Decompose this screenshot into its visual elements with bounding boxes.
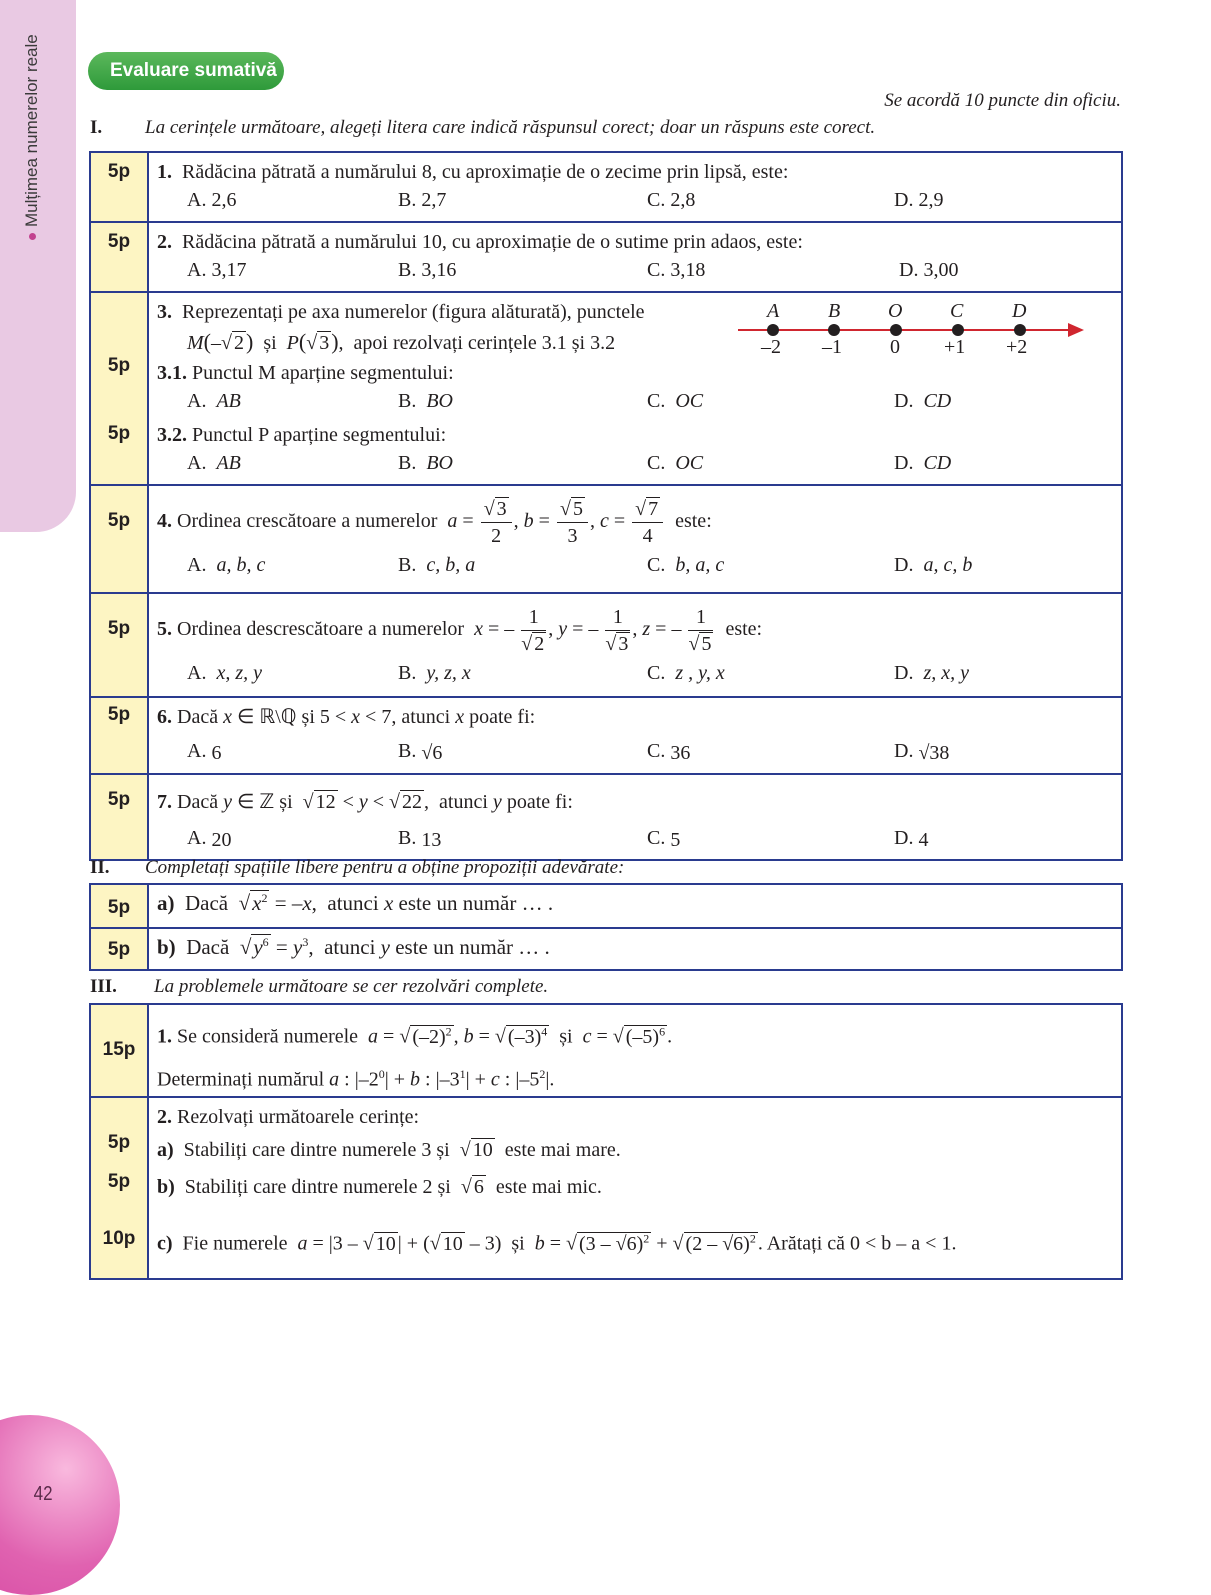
option-d[interactable]: D. a, c, b	[894, 554, 973, 576]
axis-label-o: O	[888, 300, 903, 322]
options	[157, 450, 1113, 482]
option-d[interactable]: D. 4	[894, 827, 929, 851]
fill-a-row	[90, 884, 1122, 928]
problem-2-c: c) Fie numerele a = |3 – √ 10 | + (√ 10 – 3) și b = √ (3 – √6)$^2$ + √ (2 – √6)$^2$ . Arătați că 0 < b – a < 1.	[157, 1231, 957, 1255]
options	[157, 732, 1113, 770]
axis-value: +1	[944, 336, 966, 358]
points-label: 15p	[102, 1039, 136, 1060]
option-d[interactable]: D. 3,00	[899, 259, 959, 281]
points-label: 5p	[107, 161, 131, 182]
option-d[interactable]: D. CD	[894, 390, 952, 412]
option-c[interactable]: C. 5	[647, 827, 681, 851]
axis-value: +2	[1006, 336, 1028, 358]
question-5-row	[90, 593, 1122, 697]
question-4-row	[90, 485, 1122, 593]
option-b[interactable]: B. 3,16	[398, 259, 457, 281]
points-label: 5p	[107, 897, 131, 918]
options	[157, 187, 1113, 219]
points-label: 5p	[107, 939, 131, 960]
bullet-icon	[29, 233, 36, 240]
axis-value: –2	[761, 336, 781, 358]
option-c[interactable]: C. z , y, x	[647, 662, 725, 684]
question-1-row	[90, 152, 1122, 222]
fill-b-row	[90, 928, 1122, 970]
problem-2-b: b) Stabiliți care dintre numerele 2 și √ 6 este mai mic.	[157, 1176, 602, 1199]
option-b[interactable]: B. 2,7	[398, 189, 447, 211]
points-label: 10p	[102, 1228, 136, 1250]
option-b[interactable]: B. √6	[398, 740, 443, 764]
option-b[interactable]: B. BO	[398, 390, 454, 412]
option-b[interactable]: B. y, z, x	[398, 662, 471, 684]
option-d[interactable]: D. 2,9	[894, 189, 944, 211]
points-label: 5p	[107, 1171, 131, 1193]
option-a[interactable]: A. 6	[187, 740, 222, 764]
axis-label-b: B	[828, 300, 841, 322]
number-axis-figure	[738, 298, 1088, 360]
points-label: 5p	[107, 231, 131, 252]
question-7-row	[90, 774, 1122, 860]
options	[157, 257, 1113, 289]
option-d[interactable]: D. z, x, y	[894, 662, 969, 684]
axis-point-c	[952, 324, 964, 336]
axis-value: 0	[890, 336, 900, 358]
points-note: Se acordă 10 puncte din oficiu.	[884, 90, 1121, 111]
option-a[interactable]: A. x, z, y	[187, 662, 262, 684]
axis-label-d: D	[1012, 300, 1027, 322]
question-points: M(–√ 2) și P(√ 3), apoi rezolvați cerințele 3.1 și 3.2	[187, 329, 616, 354]
question-text: 3. Reprezentați pe axa numerelor (figura alăturată), punctele	[157, 301, 645, 323]
chapter-title: Mulțimea numerelor reale	[22, 34, 42, 240]
section-3-heading: III. La problemele următoare se cer rezolvări complete.	[90, 976, 549, 997]
section-1-table	[89, 151, 1123, 861]
question-text: 7. Dacă y ∈ ℤ și √ 12 < y < √ 22 , atunci y poate fi:	[157, 791, 573, 813]
points-label: 5p	[107, 618, 131, 639]
axis-point-a	[767, 324, 779, 336]
option-a[interactable]: A. AB	[187, 452, 241, 474]
option-c[interactable]: C. OC	[647, 390, 704, 412]
subquestion-3-2: 3.2. Punctul P aparține segmentului:	[157, 424, 447, 446]
axis-point-b	[828, 324, 840, 336]
axis-point-o	[890, 324, 902, 336]
axis-label-a: A	[767, 300, 780, 322]
section-2-table	[89, 883, 1123, 971]
options	[157, 825, 1113, 857]
option-c[interactable]: C. b, a, c	[647, 554, 725, 576]
option-c[interactable]: C. 2,8	[647, 189, 696, 211]
corner-decoration	[0, 1415, 120, 1595]
option-d[interactable]: D. √38	[894, 740, 950, 764]
option-b[interactable]: B. c, b, a	[398, 554, 476, 576]
problem-2-title: 2. Rezolvați următoarele cerințe:	[157, 1106, 420, 1129]
option-c[interactable]: C. 36	[647, 740, 691, 764]
option-a[interactable]: A. 2,6	[187, 189, 237, 211]
question-text: 6. Dacă x ∈ ℝ\ℚ și 5 < x < 7, atunci x poate fi:	[157, 706, 536, 728]
question-text: 2. Rădăcina pătrată a numărului 10, cu aproximație de o sutime prin adaos, este:	[157, 231, 803, 253]
section-2-heading: II. Completați spațiile libere pentru a obține propoziții adevărate:	[90, 857, 625, 878]
page-number: 42	[33, 1483, 53, 1505]
axis-point-d	[1014, 324, 1026, 336]
axis-value: –1	[822, 336, 842, 358]
points-label: 5p	[107, 423, 131, 444]
problem-1-text: 1. Se consideră numerele a = √ $(-2)^2$ , b = √ $(-3)^4$ și c = √ $(-5)^6$ .	[157, 1024, 673, 1048]
options	[157, 388, 1113, 420]
option-c[interactable]: C. 3,18	[647, 259, 706, 281]
option-d[interactable]: D. CD	[894, 452, 952, 474]
fill-b-text: b) Dacă $√y^6 = y^3$, atunci y este un număr … .	[148, 928, 1122, 970]
option-a[interactable]: A. a, b, c	[187, 554, 266, 576]
problem-2-row	[90, 1097, 1122, 1279]
fill-a-text: a) Dacă $√x^2 = -x$, atunci x este un număr … .	[148, 884, 1122, 928]
options	[157, 660, 1113, 692]
options	[157, 552, 1113, 584]
option-a[interactable]: A. 20	[187, 827, 232, 851]
option-b[interactable]: B. BO	[398, 452, 454, 474]
option-c[interactable]: C. OC	[647, 452, 704, 474]
option-a[interactable]: A. AB	[187, 390, 241, 412]
problem-1-row	[90, 1004, 1122, 1097]
question-text: 1. Rădăcina pătrată a numărului 8, cu aproximație de o zecime prin lipsă, este:	[157, 161, 789, 183]
section-3-table	[89, 1003, 1123, 1280]
section-1-heading: I. La cerințele următoare, alegeți litera care indică răspunsul corect; doar un răspuns este corect.	[90, 117, 876, 138]
points-label: 5p	[107, 1132, 131, 1154]
question-2-row	[90, 222, 1122, 292]
question-text: 5. Ordinea descrescătoare a numerelor x = – $\frac{1}{√ 2}$ , y = – $\frac{1}{√ 3}$ , z = – $\frac{1}{√ 5}$ este:	[157, 605, 763, 655]
axis-label-c: C	[950, 300, 964, 322]
problem-2-a: a) Stabiliți care dintre numerele 3 și √ 10 este mai mare.	[157, 1139, 621, 1162]
question-6-row	[90, 697, 1122, 774]
section-badge: Evaluare sumativă	[88, 52, 284, 90]
problem-1-task: Determinați numărul a : $|-2^0| + b$ : $|-3^1| + c$ : $|-5^2|$.	[157, 1066, 555, 1091]
points-label: 5p	[107, 355, 131, 376]
points-label: 5p	[107, 704, 131, 725]
option-a[interactable]: A. 3,17	[187, 259, 247, 281]
option-b[interactable]: B. 13	[398, 827, 442, 851]
points-label: 5p	[107, 510, 131, 531]
arrow-icon	[1068, 323, 1084, 337]
points-label: 5p	[107, 789, 131, 810]
question-text: 4. Ordinea crescătoare a numerelor a = $\frac{√ 3}{2}$ , b = $\frac{√ 5}{3}$ , c = $\frac{√ 7}{4}$ este:	[157, 497, 712, 547]
subquestion-3-1: 3.1. Punctul M aparține segmentului:	[157, 362, 454, 384]
